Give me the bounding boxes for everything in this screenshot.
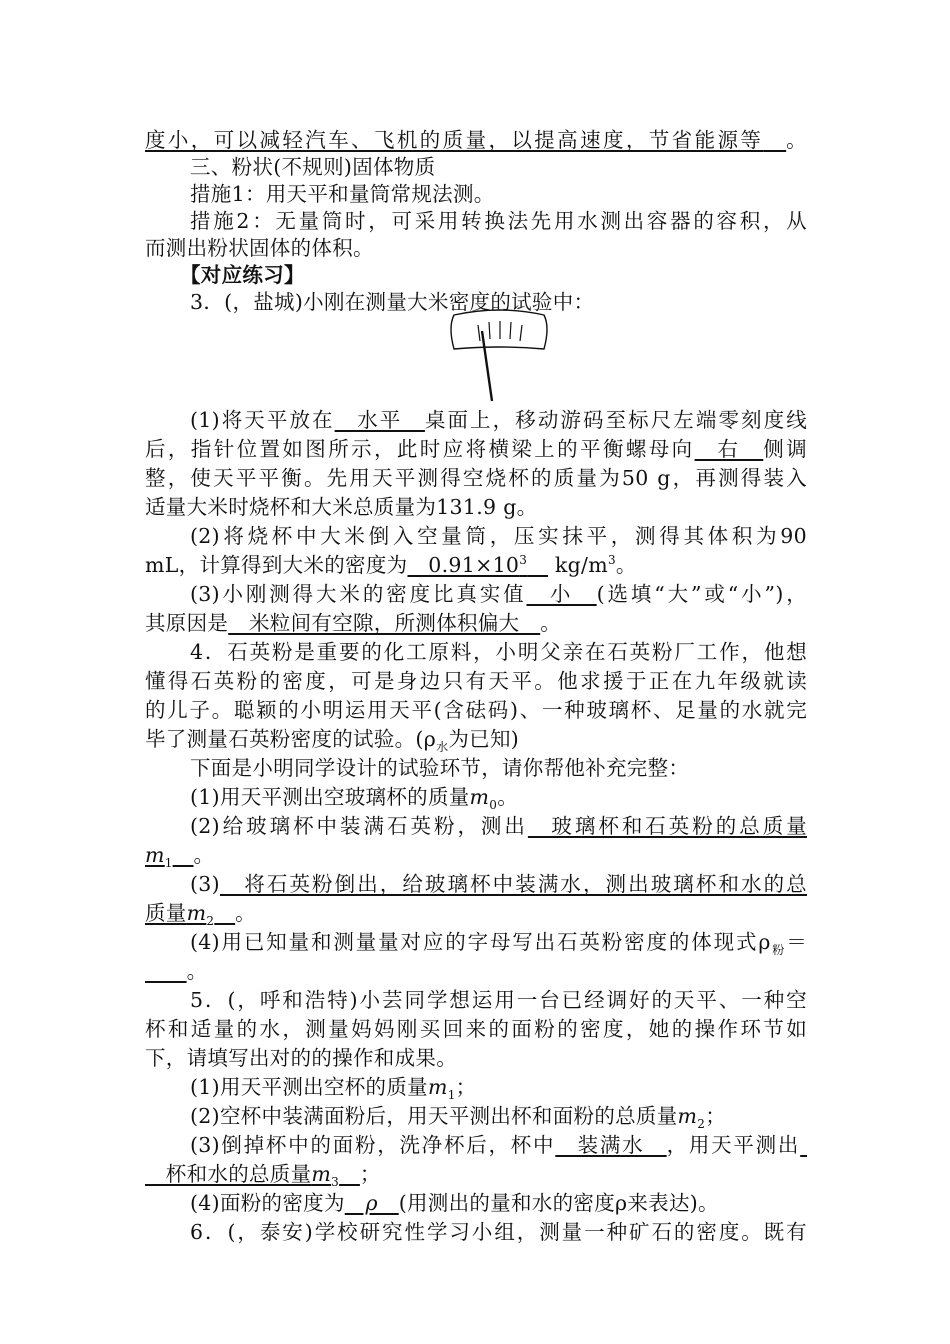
text-line: 质量$m_2$ 。 — [145, 901, 256, 929]
text-line: 措施2：无量筒时，可采用转换法先用水测出容器的容积，从 — [190, 209, 807, 233]
answer-blank: 小 — [526, 582, 597, 606]
answer-blank: 杯和水的总质量$m_3$ — [145, 1162, 340, 1190]
text-line: (2)空杯中装满面粉后，用天平测出杯和面粉的总质量$m_2$； — [190, 1104, 727, 1132]
answer-blank: $m_1$ — [145, 843, 173, 871]
text-line: (2)将烧杯中大米倒入空量筒，压实抹平，测得其体积为90 — [190, 524, 807, 548]
answer-blank: 将石英粉倒出，给玻璃杯中装满水，测出玻璃杯和水的总 — [219, 872, 807, 896]
text-line: mL，计算得到大米的密度为 $0.91\times 10^3$ $kg/m^3$。 — [145, 553, 637, 577]
answer-blank: 质量$m_2$ — [145, 901, 215, 929]
text-line: 懂得石英粉的密度，可是身边只有天平。他求援于正在九年级就读 — [145, 669, 807, 693]
text-line: 措施1：用天平和量筒常规法测。 — [190, 182, 495, 206]
text-line: (4)用已知量和测量量对应的字母写出石英粉密度的体现式$\rho_粉=$ — [190, 930, 807, 958]
text-line: $m_1$ 。 — [145, 843, 215, 871]
text-line: 下，请填写出对的的操作和成果。 — [145, 1046, 457, 1070]
text-line: 而测出粉状固体的体积。 — [145, 236, 374, 260]
question-6-stem: 6．(，泰安)学校研究性学习小组，测量一种矿石的密度。既有 — [190, 1220, 807, 1244]
text-line: 度小，可以减轻汽车、飞机的质量，以提高速度，节省能源等 。 — [145, 128, 807, 152]
answer-blank: 玻璃杯和石英粉的总质量 — [527, 814, 807, 838]
question-4-stem: 4．石英粉是重要的化工原料，小明父亲在石英粉厂工作，他想 — [190, 640, 807, 664]
scale-tick — [510, 322, 511, 339]
question-3-stem: 3．(，盐城)小刚在测量大米密度的试验中： — [190, 290, 595, 314]
balance-pointer-diagram — [440, 305, 560, 405]
text-line: 其原因是 米粒间有空隙，所测体积偏大 。 — [145, 611, 562, 635]
text-line: 整，使天平平衡。先用天平测得空烧杯的质量为50 g，再测得装入 — [145, 466, 807, 490]
text-line: (1)用天平测出空杯的质量$m_1$； — [190, 1075, 477, 1103]
text-line: 。 — [145, 958, 807, 985]
answer-blank — [145, 959, 187, 983]
answer-blank: $0.91\times 10^3$ — [407, 553, 528, 577]
answer-blank: 水平 — [334, 408, 425, 432]
text-line: 杯和水的总质量$m_3$ ； — [145, 1162, 381, 1190]
text-line: (3) 将石英粉倒出，给玻璃杯中装满水，测出玻璃杯和水的总 — [190, 872, 807, 896]
scale-tick — [478, 325, 480, 341]
text-line: (3)倒掉杯中的面粉，洗净杯后，杯中 装满水 ，用天平测出 — [190, 1133, 801, 1157]
text-line: 下面是小明同学设计的试验环节，请你帮他补充完整： — [190, 756, 690, 780]
answer-blank: 米粒间有空隙，所测体积偏大 — [228, 611, 541, 635]
scale-dial-outline — [451, 310, 547, 349]
scale-tick — [520, 325, 522, 341]
text-line: (1)用天平测出空玻璃杯的质量$m_0$。 — [190, 785, 519, 813]
section-heading: 三、粉状(不规则)固体物质 — [190, 155, 436, 179]
answer-blank: ρ — [344, 1191, 399, 1215]
text-line: 杯和适量的水，测量妈妈刚买回来的面粉的密度，她的操作环节如 — [145, 1017, 807, 1041]
text-line: (3)小刚测得大米的密度比真实值 小 (选填“大”或“小”)， — [190, 582, 807, 606]
text-line: 适量大米时烧杯和大米总质量为131.9 g。 — [145, 495, 538, 519]
scale-tick — [489, 322, 490, 339]
practice-heading: 【对应练习】 — [180, 263, 305, 287]
question-5-stem: 5．(，呼和浩特)小芸同学想运用一台已经调好的天平、一种空 — [190, 988, 807, 1012]
text-line: 的儿子。聪颖的小明运用天平(含砝码)、一种玻璃杯、足量的水就完 — [145, 698, 807, 722]
balance-pointer — [482, 331, 492, 401]
text-line: (2)给玻璃杯中装满石英粉，测出 玻璃杯和石英粉的总质量 — [190, 814, 807, 838]
text-line: (4)面粉的密度为 ρ (用测出的量和水的密度ρ来表达)。 — [190, 1191, 719, 1215]
text-line: (1)将天平放在 水平 桌面上，移动游码至标尺左端零刻度线 — [190, 408, 807, 432]
text-line: 后，指针位置如图所示，此时应将横梁上的平衡螺母向 右 侧调 — [145, 437, 807, 461]
answer-blank: 右 — [694, 437, 764, 461]
text-line: 毕了测量石英粉密度的试验。($\rho_水$为已知) — [145, 727, 520, 755]
answer-blank: 装满水 — [555, 1133, 667, 1157]
